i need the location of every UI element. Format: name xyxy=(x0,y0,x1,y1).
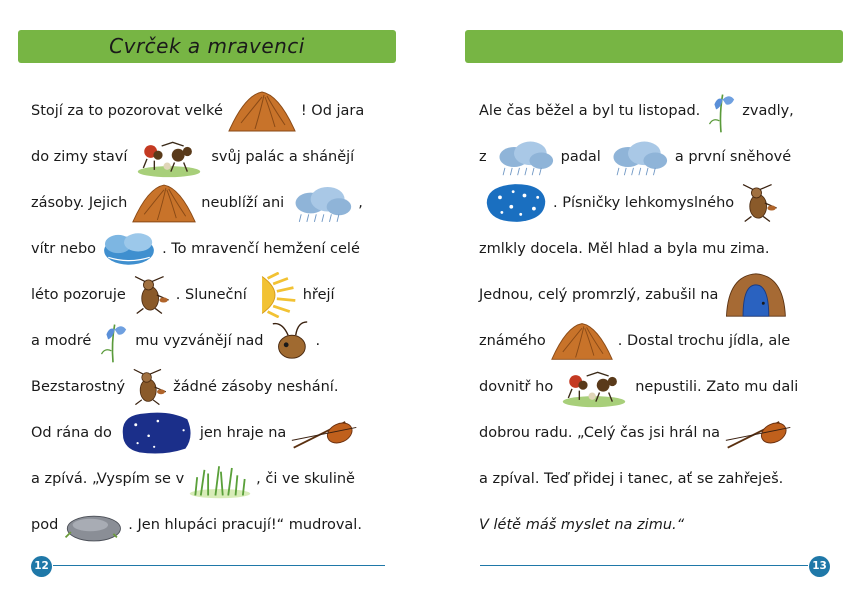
violin-icon xyxy=(290,414,360,452)
story-line: léto pozoruje . Sluneční hřejí xyxy=(31,272,391,318)
story-line: vítr nebo . To mravenčí hemžení celé xyxy=(31,226,391,272)
right-story-text xyxy=(479,88,839,548)
anthill-icon xyxy=(550,320,614,362)
story-line: Stojí za to pozorovat velké ! Od jara xyxy=(31,88,391,134)
cricket-icon xyxy=(130,273,172,317)
story-line: známého . Dostal trochu jídla, ale xyxy=(479,318,839,364)
story-line: zásoby. Jejich neublíží ani , xyxy=(31,180,391,226)
right-page xyxy=(434,0,868,598)
story-line: dovnitř ho nepustili. Zato mu dali xyxy=(479,364,839,410)
sun-icon xyxy=(251,272,299,318)
title-bar-right xyxy=(465,30,843,63)
anthill-door-icon xyxy=(722,272,788,318)
left-footer xyxy=(31,556,385,576)
ants-icon xyxy=(131,135,207,179)
story-line: . Písničky lehkomyslného xyxy=(479,180,839,226)
bluebell-icon xyxy=(704,88,738,134)
anthill-icon xyxy=(131,182,197,224)
violin-icon xyxy=(724,414,794,452)
cricket-head-icon xyxy=(268,320,312,362)
story-line: z padal a první sněhové xyxy=(479,134,839,180)
story-title: Cvrček a mravenci xyxy=(109,34,305,58)
cricket-icon xyxy=(129,365,169,409)
story-line: a zpívá. „Vyspím se v , či ve skulině xyxy=(31,456,391,502)
page-number-left: 12 xyxy=(31,556,52,577)
snowflake-icon xyxy=(483,182,549,224)
story-moral: V létě máš myslet na zimu.“ xyxy=(479,517,685,533)
story-line: pod . Jen hlupáci pracují!“ mudroval. xyxy=(31,502,391,548)
story-line: a modré mu vyzvánějí nad . xyxy=(31,318,391,364)
bluebell-icon xyxy=(95,318,131,364)
ants-icon xyxy=(557,365,631,409)
footer-rule xyxy=(53,565,385,566)
cricket-icon xyxy=(738,181,780,225)
grass-icon xyxy=(188,458,252,500)
night-sky-icon xyxy=(116,410,196,456)
story-line: dobrou radu. „Celý čas jsi hrál na xyxy=(479,410,839,456)
story-line: Od rána do jen hraje na xyxy=(31,410,391,456)
story-line: zmlkly docela. Měl hlad a byla mu zima. xyxy=(479,241,770,257)
footer-rule xyxy=(480,565,808,566)
story-line: Bezstarostný žádné zásoby neshání. xyxy=(31,364,391,410)
left-story-text xyxy=(31,88,391,548)
stone-icon xyxy=(62,506,124,544)
story-line: a zpíval. Teď přidej i tanec, ať se zahřeješ. xyxy=(479,471,784,487)
page-number-right: 13 xyxy=(809,556,830,577)
anthill-icon xyxy=(227,89,297,133)
rain-cloud-icon xyxy=(491,137,557,177)
storm-cloud-icon xyxy=(100,229,158,269)
title-bar-left xyxy=(18,30,396,63)
rain-cloud-icon xyxy=(605,137,671,177)
story-line: Jednou, celý promrzlý, zabušil na xyxy=(479,272,839,318)
story-line: do zimy staví svůj palác a shánějí xyxy=(31,134,391,180)
story-line: Ale čas běžel a byl tu listopad. zvadly, xyxy=(479,88,839,134)
rain-cloud-icon xyxy=(288,182,354,224)
right-footer xyxy=(480,556,830,576)
